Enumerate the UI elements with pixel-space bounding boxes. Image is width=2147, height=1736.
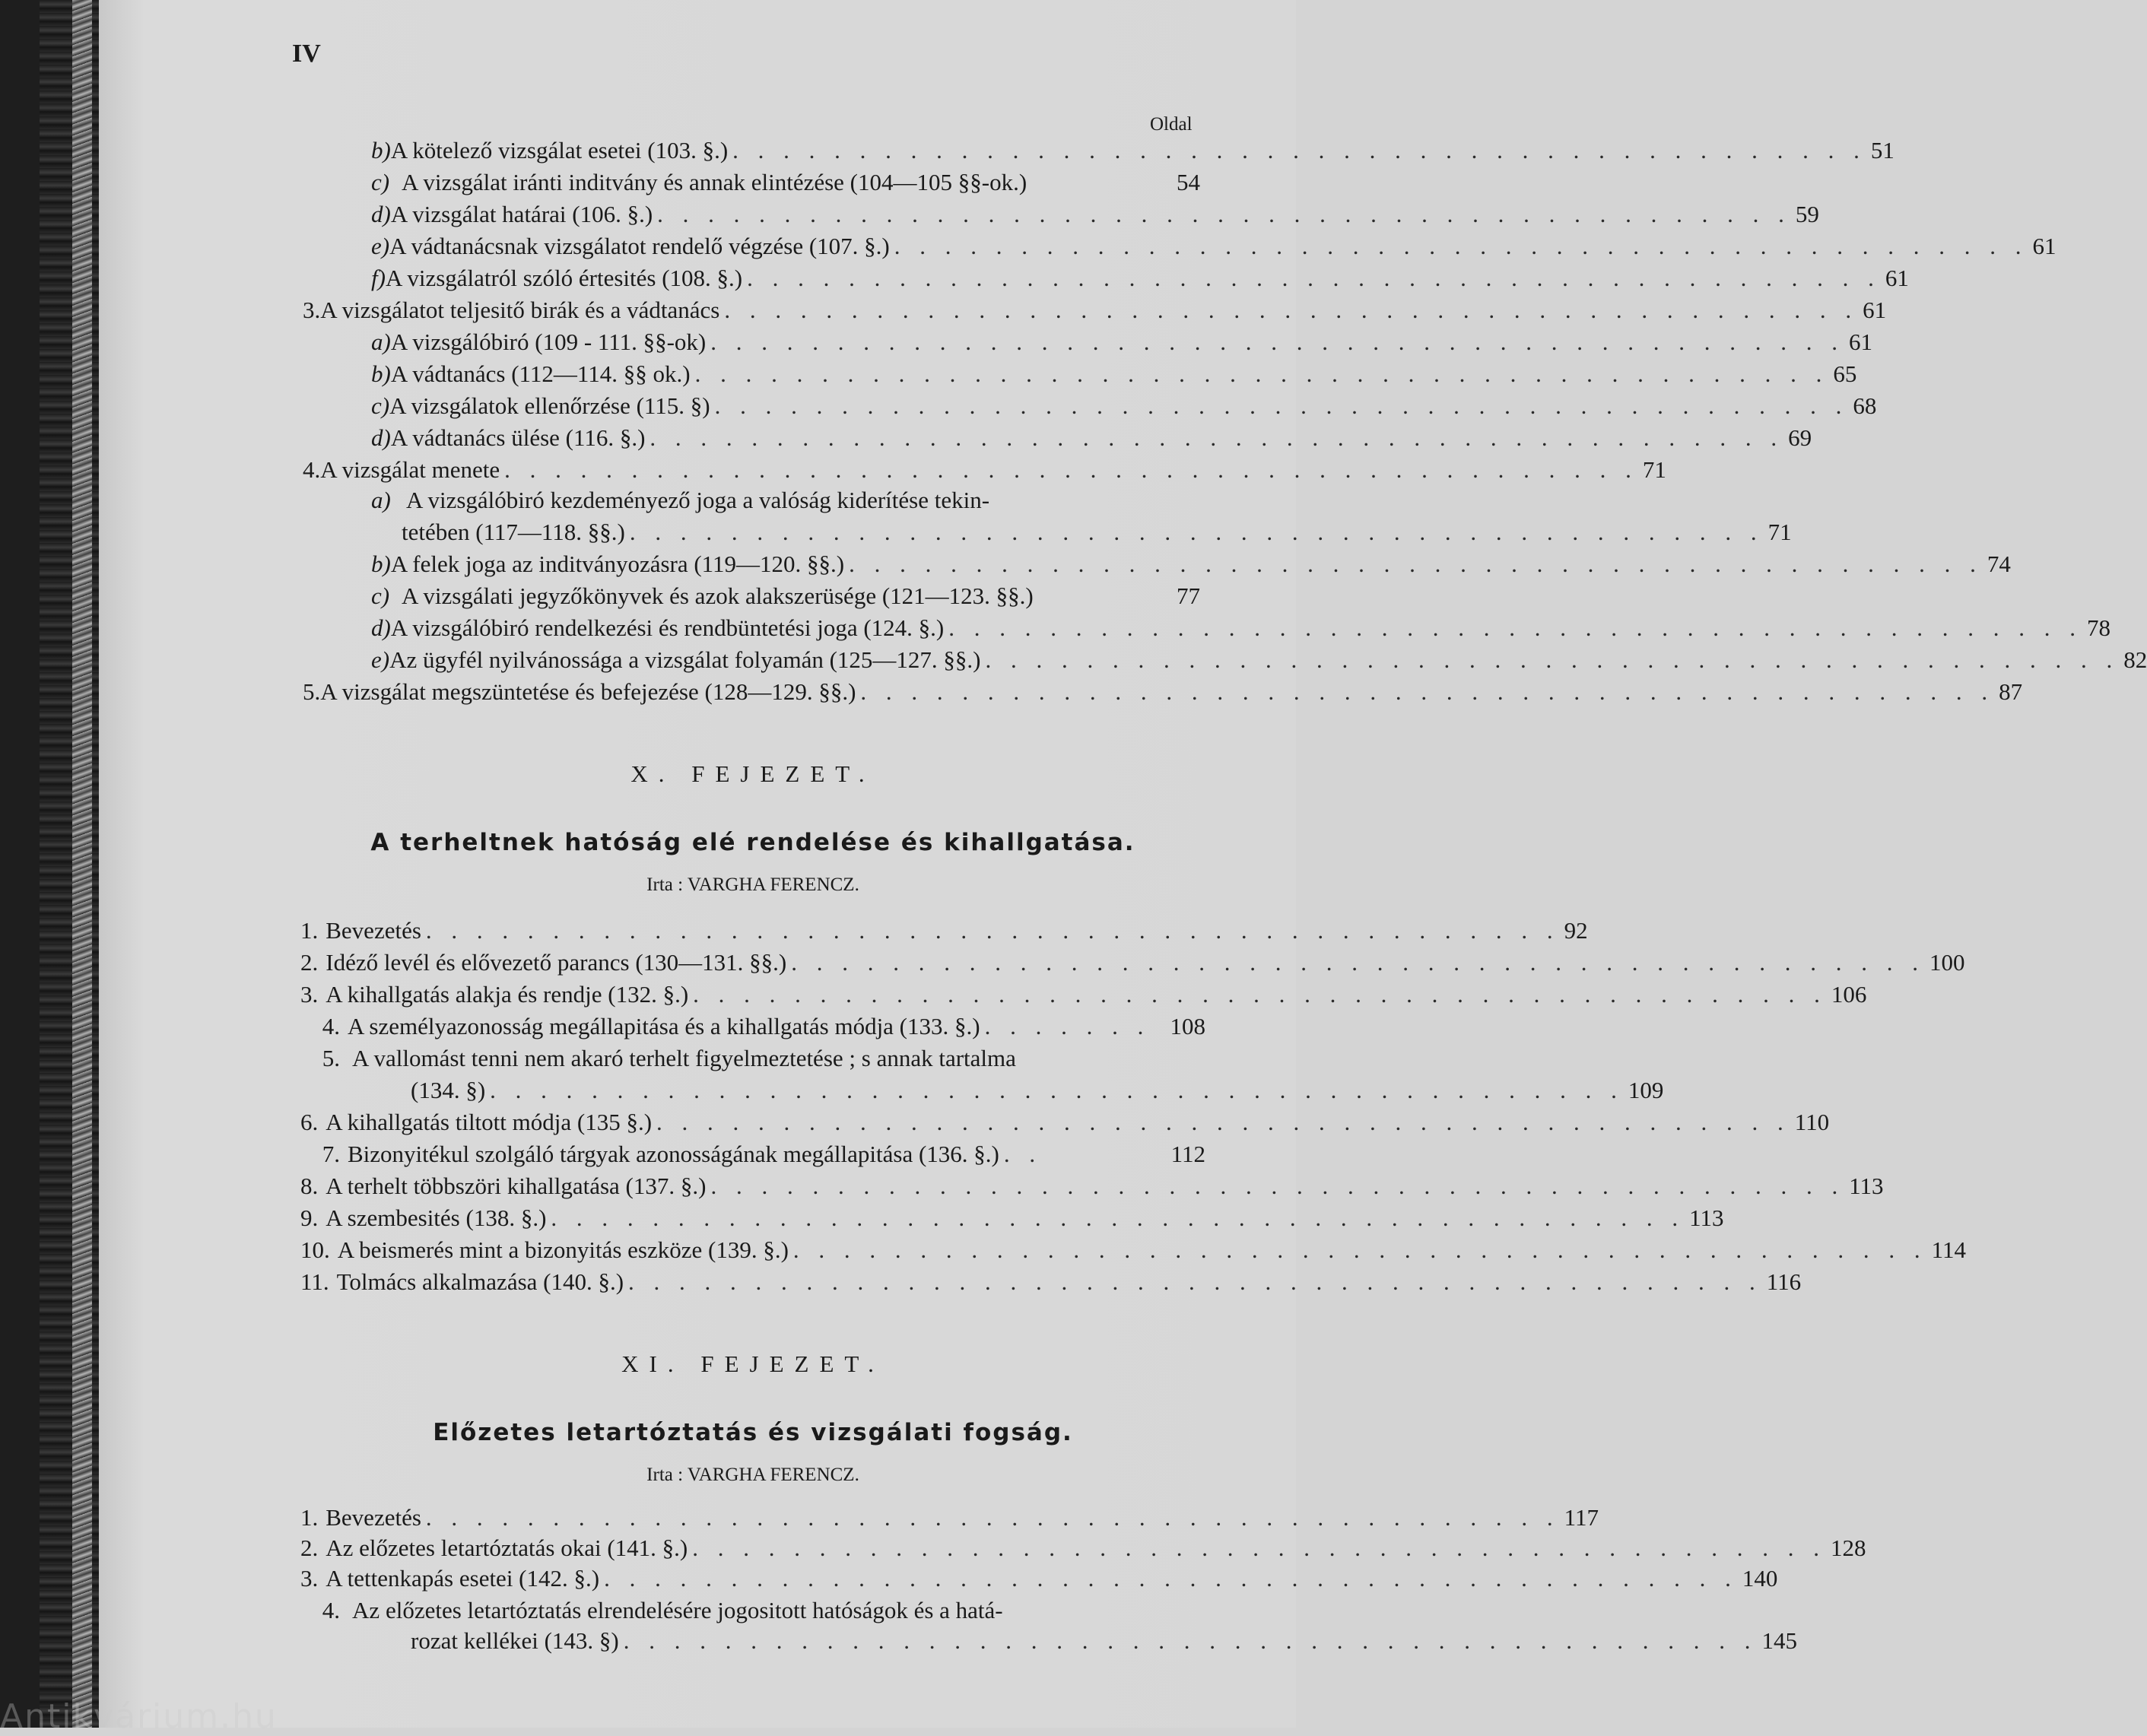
entry-number: 1. xyxy=(300,917,319,944)
entry-page: 74 xyxy=(1987,551,2011,577)
entry-page: 109 xyxy=(1628,1077,1664,1103)
entry-page: 87 xyxy=(1999,678,2023,705)
leader-dots: . . . . . . . . . . . . . . . . . . . . . . . . . . . . . . . . . . . . . . . . . . . . . xyxy=(628,1268,1762,1295)
entry-text: Az előzetes letartóztatás okai (141. §.) xyxy=(326,1534,688,1561)
marbled-endpaper-edge xyxy=(72,0,92,1728)
toc-entry[interactable] xyxy=(371,263,1909,294)
entry-text: A kihallgatás tiltott módja (135 §.) xyxy=(326,1109,653,1135)
entry-letter: e) xyxy=(371,646,390,673)
entry-page: 78 xyxy=(2087,614,2111,641)
entry-text: A tettenkapás esetei (142. §.) xyxy=(326,1565,600,1592)
toc-entry[interactable] xyxy=(300,1267,1802,1297)
entry-letter: e) xyxy=(371,233,390,259)
entry-text: Bevezetés xyxy=(326,917,421,944)
chapter-heading: X. FEJEZET. xyxy=(630,760,875,787)
chapter-author: Irta : VARGHA FERENCZ. xyxy=(646,874,859,895)
leader-dots: . . . . . . . . . . . . . . . . . . . . . . . . . . . . . . . . . . . . . . . . . . . . . xyxy=(860,678,1995,705)
entry-text: A vizsgálatról szóló értesités (108. §.) xyxy=(385,265,743,291)
entry-page: 92 xyxy=(1564,917,1588,944)
leader-dots: . . . . . . . . . . . . . . . . . . . . . . . . . . . . . . . . . . . . . . . . . . . . . xyxy=(604,1565,1738,1592)
chapter-title: A terheltnek hatóság elé rendelése és kihallgatása. xyxy=(370,829,1135,856)
entry-letter: f) xyxy=(371,265,386,291)
entry-text: A vádtanács ülése (116. §.) xyxy=(390,424,646,451)
leader-dots: . . . . . . . . . . . . . . . . . . . . . . . . . . . . . . . . . . . . . . . . . . . . . xyxy=(692,1534,1826,1561)
leader-dots: . . . . . . . . . . . . . . . . . . . . . . . . . . . . . . . . . . . . . . . . . . . . . xyxy=(985,646,2120,673)
toc-entry[interactable] xyxy=(300,916,1588,946)
entry-page: 106 xyxy=(1831,981,1867,1008)
toc-entry[interactable] xyxy=(300,1533,1866,1563)
entry-text: Idéző levél és elővezető parancs (130—131. §§.) xyxy=(326,949,787,976)
entry-page: 128 xyxy=(1831,1534,1866,1561)
toc-entry[interactable] xyxy=(300,1011,1205,1042)
toc-entry[interactable] xyxy=(371,423,1812,453)
toc-entry[interactable] xyxy=(371,167,1200,198)
toc-entry-continuation[interactable] xyxy=(402,517,1792,547)
entry-page: 113 xyxy=(1849,1173,1884,1199)
entry-page: 69 xyxy=(1788,424,1812,451)
leader-dots: . . . . . . . . . . . . . . . . . . . . . . . . . . . . . . . . . . . . . . . . . . . . . xyxy=(732,137,1866,163)
toc-entry[interactable] xyxy=(371,359,1857,389)
chapter-title: Előzetes letartóztatás és vizsgálati fogság. xyxy=(433,1419,1073,1446)
leader-dots: . . . . . . . . . . . . . . . . . . . . . . . . . . . . . . . . . . . . . . . . . . . . . xyxy=(425,1504,1560,1531)
entry-number: 11. xyxy=(300,1268,329,1295)
entry-page: 114 xyxy=(1931,1236,1967,1263)
leader-dots: . . . . . . . . . . . . . . . . . . . . . . . . . . . . . . . . . . . . . . . . . . . . . xyxy=(425,917,1560,944)
entry-text: A vallomást tenni nem akaró terhelt figyelmeztetése ; s annak tartalma xyxy=(352,1045,1016,1071)
toc-entry[interactable] xyxy=(303,677,2023,707)
toc-entry-continuation[interactable] xyxy=(411,1075,1664,1106)
entry-text: A kihallgatás alakja és rendje (132. §.) xyxy=(326,981,689,1008)
entry-page: 68 xyxy=(1853,392,1877,419)
entry-letter: c) xyxy=(371,169,390,195)
entry-text: A kötelező vizsgálat esetei (103. §.) xyxy=(390,137,729,163)
leader-dots: . . . . . . . . . . . . . . . . . . . . . . . . . . . . . . . . . . . . . . . . . . . . . xyxy=(724,297,1859,323)
leader-dots: . . . . . . . . . . . . . . . . . . . . . . . . . . . . . . . . . . . . . . . . . . . . . xyxy=(693,981,1827,1008)
toc-entry[interactable] xyxy=(371,613,2111,643)
entry-text: A beismerés mint a bizonyitás eszköze (139. §.) xyxy=(337,1236,789,1263)
leader-dots: . . . . . . . . . . . . . . . . . . . . . . . . . . . . . . . . . . . . . . . . . . . . . xyxy=(649,424,1784,451)
toc-entry[interactable] xyxy=(371,327,1872,357)
leader-dots: . . . . . . . . . . . . . . . . . . . . . . . . . . . . . . . . . . . . . . . . . . . . . xyxy=(710,1173,1845,1199)
entry-text: Bevezetés xyxy=(326,1504,421,1531)
leader-dots: . . . . . . . xyxy=(984,1013,1151,1039)
leader-dots: . . . . . . . . . . . . . . . . . . . . . . . . . . . . . . . . . . . . . . . . . . . . . xyxy=(490,1077,1624,1103)
leader-dots: . . . . . . . . . . . . . . . . . . . . . . . . . . . . . . . . . . . . . . . . . . . . . xyxy=(623,1627,1758,1654)
watermark: Antikvárium.hu xyxy=(0,1697,278,1736)
entry-text: A felek joga az inditványozásra (119—120. §§.) xyxy=(390,551,845,577)
entry-page: 116 xyxy=(1766,1268,1802,1295)
toc-entry[interactable] xyxy=(300,979,1867,1010)
toc-entry[interactable] xyxy=(371,549,2011,579)
toc-entry[interactable] xyxy=(371,199,1819,230)
entry-text-continuation: rozat kellékei (143. §) xyxy=(411,1627,619,1654)
chapter-heading: XI. FEJEZET. xyxy=(621,1350,885,1377)
entry-text: A vizsgálat határai (106. §.) xyxy=(390,201,653,227)
toc-entry[interactable] xyxy=(371,231,2056,262)
entry-number: 2. xyxy=(300,949,319,976)
toc-entry[interactable] xyxy=(300,1503,1599,1533)
entry-number: 8. xyxy=(300,1173,319,1199)
binding-shadow xyxy=(0,0,40,1728)
leader-dots: . . . . . . . . . . . . . . . . . . . . . . . . . . . . . . . . . . . . . . . . . . . . . xyxy=(657,201,1791,227)
toc-entry-first-line[interactable] xyxy=(371,485,989,516)
toc-entry-first-line[interactable] xyxy=(300,1595,1003,1626)
entry-text: A vádtanács (112—114. §§ ok.) xyxy=(390,360,691,387)
toc-entry[interactable] xyxy=(371,645,2147,675)
leader-dots: . . . . . . . . . . . . . . . . . . . . . . . . . . . . . . . . . . . . . . . . . . . . . xyxy=(792,1236,1927,1263)
leader-dots: . . . . . . . . . . . . . . . . . . . . . . . . . . . . . . . . . . . . . . . . . . . . . xyxy=(791,949,1925,976)
toc-entry[interactable] xyxy=(303,455,1666,485)
entry-page: 113 xyxy=(1689,1204,1724,1231)
entry-letter: d) xyxy=(371,201,391,227)
leader-dots: . . xyxy=(1003,1141,1043,1167)
entry-page: 65 xyxy=(1833,360,1857,387)
entry-page: 61 xyxy=(1885,265,1909,291)
leader-dots: . . . . . . . . . . . . . . . . . . . . . . . . . . . . . . . . . . . . . . . . . . . . . xyxy=(629,519,1764,545)
toc-entry[interactable] xyxy=(300,1139,1205,1169)
entry-page: 112 xyxy=(1170,1141,1205,1167)
toc-entry[interactable] xyxy=(371,581,1200,611)
entry-page: 110 xyxy=(1794,1109,1830,1135)
entry-letter: b) xyxy=(371,137,391,163)
entry-text: Az előzetes letartóztatás elrendelésére jogositott hatóságok és a hatá- xyxy=(352,1597,1003,1623)
entry-page: 145 xyxy=(1761,1627,1797,1654)
leader-dots: . . . . . . . . . . . . . . . . . . . . . . . . . . . . . . . . . . . . . . . . . . . . . xyxy=(551,1204,1685,1231)
entry-page: 108 xyxy=(1170,1013,1205,1039)
toc-entry[interactable] xyxy=(300,1171,1884,1201)
entry-number: 4. xyxy=(303,456,321,483)
toc-entry-first-line[interactable] xyxy=(300,1043,1016,1074)
entry-number: 5. xyxy=(303,678,321,705)
entry-letter: b) xyxy=(371,360,391,387)
entry-text: A vizsgálóbiró rendelkezési és rendbüntetési joga (124. §.) xyxy=(390,614,945,641)
leader-dots: . . . . . . . . . . . . . . . . . . . . . . . . . . . . . . . . . . . . . . . . . . . . . xyxy=(504,456,1638,483)
entry-text-continuation: tetében (117—118. §§.) xyxy=(402,519,625,545)
entry-text: A vizsgálat megszüntetése és befejezése (128—129. §§.) xyxy=(320,678,856,705)
chapter-author: Irta : VARGHA FERENCZ. xyxy=(646,1465,859,1485)
entry-letter: b) xyxy=(371,551,391,577)
entry-page: 100 xyxy=(1929,949,1965,976)
entry-text: A vádtanácsnak vizsgálatot rendelő végzése (107. §.) xyxy=(389,233,890,259)
leader-dots: . . . . . . . . . . . . . . . . . . . . . . . . . . . . . . . . . . . . . . . . . . . . . xyxy=(894,233,2028,259)
entry-letter: a) xyxy=(371,487,391,513)
page-number: IV xyxy=(292,40,321,68)
entry-page: 71 xyxy=(1767,519,1792,545)
entry-text: A vizsgálatok ellenőrzése (115. §) xyxy=(389,392,710,419)
entry-number: 3. xyxy=(300,981,319,1008)
entry-text: A vizsgálat menete xyxy=(320,456,500,483)
entry-text: A vizsgálat iránti inditvány és annak elintézése (104—105 §§-ok.) xyxy=(402,169,1027,195)
entry-text: A terhelt többszöri kihallgatása (137. §.) xyxy=(326,1173,707,1199)
leader-dots: . . . . . . . . . . . . . . . . . . . . . . . . . . . . . . . . . . . . . . . . . . . . . xyxy=(747,265,1881,291)
entry-number: 7. xyxy=(322,1141,340,1167)
entry-number: 2. xyxy=(300,1534,319,1561)
toc-entry[interactable] xyxy=(300,947,1965,978)
entry-page: 82 xyxy=(2123,646,2147,673)
leader-dots: . . . . . . . . . . . . . . . . . . . . . . . . . . . . . . . . . . . . . . . . . . . . . xyxy=(694,360,1829,387)
entry-page: 59 xyxy=(1795,201,1819,227)
entry-letter: c) xyxy=(371,392,390,419)
entry-page: 61 xyxy=(1863,297,1887,323)
entry-text: A szembesités (138. §.) xyxy=(326,1204,547,1231)
entry-number: 6. xyxy=(300,1109,319,1135)
leader-dots: . . . . . . . . . . . . . . . . . . . . . . . . . . . . . . . . . . . . . . . . . . . . . xyxy=(656,1109,1790,1135)
entry-number: 10. xyxy=(300,1236,330,1263)
entry-text: A vizsgálóbiró (109 - 111. §§-ok) xyxy=(390,328,707,355)
entry-page: 117 xyxy=(1564,1504,1599,1531)
entry-page: 54 xyxy=(1177,169,1200,195)
entry-number: 3. xyxy=(300,1565,319,1592)
entry-text: Bizonyitékul szolgáló tárgyak azonosságának megállapitása (136. §.) xyxy=(348,1141,999,1167)
entry-page: 61 xyxy=(1849,328,1872,355)
page-column-header: Oldal xyxy=(1150,114,1193,135)
entry-page: 77 xyxy=(1177,582,1200,609)
entry-text: A vizsgálati jegyzőkönyvek és azok alakszerüsége (121—123. §§.) xyxy=(402,582,1034,609)
toc-entry[interactable] xyxy=(303,295,1887,325)
entry-number: 9. xyxy=(300,1204,319,1231)
entry-page: 51 xyxy=(1870,137,1895,163)
entry-letter: c) xyxy=(371,582,390,609)
leader-dots: . . . . . . . . . . . . . . . . . . . . . . . . . . . . . . . . . . . . . . . . . . . . . xyxy=(948,614,2083,641)
leader-dots: . . . . . . . . . . . . . . . . . . . . . . . . . . . . . . . . . . . . . . . . . . . . . xyxy=(710,328,1844,355)
toc-entry[interactable] xyxy=(371,391,1877,421)
entry-page: 71 xyxy=(1642,456,1666,483)
entry-letter: d) xyxy=(371,614,391,641)
entry-text-continuation: (134. §) xyxy=(411,1077,486,1103)
toc-entry[interactable] xyxy=(300,1203,1724,1233)
entry-number: 1. xyxy=(300,1504,319,1531)
toc-entry[interactable] xyxy=(300,1235,1967,1265)
toc-entry-continuation[interactable] xyxy=(411,1626,1797,1656)
entry-page: 61 xyxy=(2032,233,2056,259)
entry-number: 4. xyxy=(322,1597,340,1623)
leader-dots: . . . . . . . . . . . . . . . . . . . . . . . . . . . . . . . . . . . . . . . . . . . . . xyxy=(849,551,1983,577)
entry-letter: d) xyxy=(371,424,391,451)
entry-number: 5. xyxy=(322,1045,340,1071)
entry-text: A vizsgálóbiró kezdeményező joga a valóság kiderítése tekin- xyxy=(406,487,990,513)
entry-text: A vizsgálatot teljesitő birák és a vádtanács xyxy=(320,297,720,323)
entry-text: Tolmács alkalmazása (140. §.) xyxy=(336,1268,624,1295)
entry-number: 3. xyxy=(303,297,321,323)
entry-text: A személyazonosság megállapitása és a kihallgatás módja (133. §.) xyxy=(348,1013,980,1039)
entry-number: 4. xyxy=(322,1013,340,1039)
entry-page: 140 xyxy=(1742,1565,1778,1592)
leader-dots: . . . . . . . . . . . . . . . . . . . . . . . . . . . . . . . . . . . . . . . . . . . . . xyxy=(714,392,1849,419)
toc-entry[interactable] xyxy=(371,135,1895,166)
toc-entry[interactable] xyxy=(300,1563,1778,1594)
entry-letter: a) xyxy=(371,328,391,355)
toc-entry[interactable] xyxy=(300,1107,1830,1138)
entry-text: Az ügyfél nyilvánossága a vizsgálat folyamán (125—127. §§.) xyxy=(389,646,981,673)
